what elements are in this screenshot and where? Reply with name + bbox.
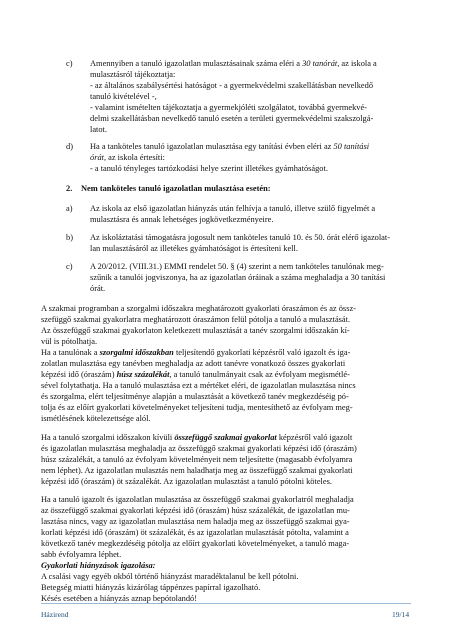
text-line: A szakmai programban a szorgalmi időszakra meghatározott gyakorlati óraszámon és az össz- [41, 304, 356, 313]
text-line: korlati képzési idő (óraszám) öt százalékát, és az igazolatlan mulasztását pótolta, valamint a [41, 528, 349, 537]
text-line: és szorgalma, elért teljesítménye alapján a mulasztását a következő tanév megkezdéséig pó- [41, 392, 349, 401]
text-line: következő tanév megkezdéséig pótolja az előírt gyakorlati követelményeket, a tanuló maga- [41, 539, 350, 548]
text-line: Ha a tanuló szorgalmi időszakon kívüli összefüggő szakmai gyakorlat képzésről való igazolt [41, 433, 353, 442]
text-line: delmi szakellátásban nevelkedő tanuló esetén a területi gyermekvédelmi szakszolgá- [90, 114, 374, 123]
text-line: órát, az iskola értesíti: [90, 153, 165, 162]
text-line: tolja és az előírt gyakorlati követelményeket teljesíteni tudja, mentesíthető az évfolyam meg- [41, 403, 353, 412]
text-line: tanuló kivételével -, [90, 92, 157, 101]
list-label: d) [66, 142, 73, 151]
text-line: A 20/2012. (VIII.31.) EMMI rendelet 50. § (4) szerint a nem tanköteles tanulónak meg- [90, 262, 384, 271]
text-line: húsz százalékát, a tanuló az évfolyam követelményeit nem teljesítette (magasabb évfolyamra [41, 455, 353, 464]
text-line: vül is pótolhatja. [41, 337, 98, 346]
page-number: 19/14 [392, 610, 410, 619]
text-line: Az iskoláztatási támogatásra jogosult nem tanköteles tanuló 10. és 50. órát elérő igazolat- [90, 233, 391, 242]
text-line: lan mulasztásáról az illetékes gyámhatóságot is értesíteni kell. [90, 244, 298, 253]
text-line: az összefüggő szakmai gyakorlati képzési idő (óraszám) húsz százalékát, de igazolatlan mu- [41, 506, 350, 515]
text-line: zolatlan mulasztása egy tanévben meghaladja az adott tanévre vonatkozó összes gyakorlati [41, 359, 346, 368]
text-line: Amennyiben a tanuló igazolatlan mulasztásainak száma eléri a 30 tanórát, az iskola a [90, 59, 377, 68]
text-line: szefüggő szakmai gyakorlatra meghatározott óraszámon felül pótolja a tanuló a mulasztását. [41, 315, 351, 324]
list-label: b) [66, 233, 73, 242]
section-title: Nem tanköteles tanuló igazolatlan mulasztása esetén: [81, 184, 271, 193]
text-line: - a tanuló tényleges tartózkodási helye szerint illetékes gyámhatóságot. [90, 164, 328, 173]
list-label: c) [66, 59, 73, 68]
list-label: c) [66, 262, 73, 271]
text-line: órát. [90, 284, 106, 293]
text-line: nem léphet). Az igazolatlan mulasztás nem haladhatja meg az összefüggő szakmai gyakorlati [41, 466, 353, 475]
list-label: a) [66, 204, 73, 213]
text-line: Ha a tanköteles tanuló igazolatlan mulasztása egy tanítási évben eléri az 50 tanítási [90, 142, 370, 151]
text-line: latot. [90, 125, 107, 134]
text-line: mulasztásról tájékoztatja: [90, 70, 176, 79]
text-line: képzési idő (óraszám) húsz százalékát, a tanuló tanulmányait csak az évfolyam megismétlé- [41, 370, 350, 379]
subheading: Gyakorlati hiányzások igazolása: [41, 561, 156, 570]
section-number: 2. [66, 184, 73, 193]
text-line: lasztása nincs, vagy az igazolatlan mulasztása nem haladja meg az összefüggő szakmai gya- [41, 517, 350, 526]
text-line: Az összefüggő szakmai gyakorlaton keletkezett mulasztását a tanév szorgalmi időszakán kí- [41, 326, 350, 335]
text-line: és igazolatlan mulasztása meghaladja az összefüggő szakmai gyakorlati képzési idő (óraszám) [41, 444, 357, 453]
text-line: Az iskola az első igazolatlan hiányzás után felhívja a tanuló, illetve szülő figyelmét a [90, 204, 376, 213]
text-line: ismétlésének kötelezettsége alól. [41, 414, 151, 423]
text-line: A csalási vagy egyéb okból történő hiányzást maradéktalanul be kell pótolni. [41, 572, 299, 581]
text-line: sabb évfolyamra léphet. [41, 550, 122, 559]
text-line: Betegség miatti hiányzás kizárólag táppénzes papírral igazolható. [41, 583, 261, 592]
text-line: Ha a tanuló igazolt és igazolatlan mulasztása az összefüggő szakmai gyakorlatról meghaladja [41, 495, 354, 504]
text-line: - valamint ismételten tájékoztatja a gyermekjóléti szolgálatot, továbbá gyermekvé- [90, 103, 367, 112]
text-line: sével folytathatja. Ha a tanuló mulasztása ezt a mértéket eléri, de igazolatlan mulasztása nincs [41, 381, 356, 390]
text-line: Ha a tanulónak a szorgalmi időszakban teljesítendő gyakorlati képzésről való igazolt és iga- [41, 348, 351, 357]
text-line: Késés esetében a hiányzás aznap bepótolandó! [41, 594, 198, 603]
text-line: képzési idő (óraszám) öt százalékát. Az igazolatlan mulasztást a tanuló pótolni köteles. [41, 477, 332, 486]
text-line: mulasztásra és annak lehetséges jogkövetkezményeire. [90, 215, 274, 224]
footer-title: Házirend [41, 610, 69, 619]
text-line: - az általános szabálysértési hatóságot - a gyermekvédelmi szakellátásban nevelkedő [90, 81, 374, 90]
text-line: szűnik a tanulói jogviszonya, ha az igazolatlan óráinak a száma meghaladja a 30 tanítási [90, 273, 386, 282]
footer-rule [41, 603, 411, 604]
